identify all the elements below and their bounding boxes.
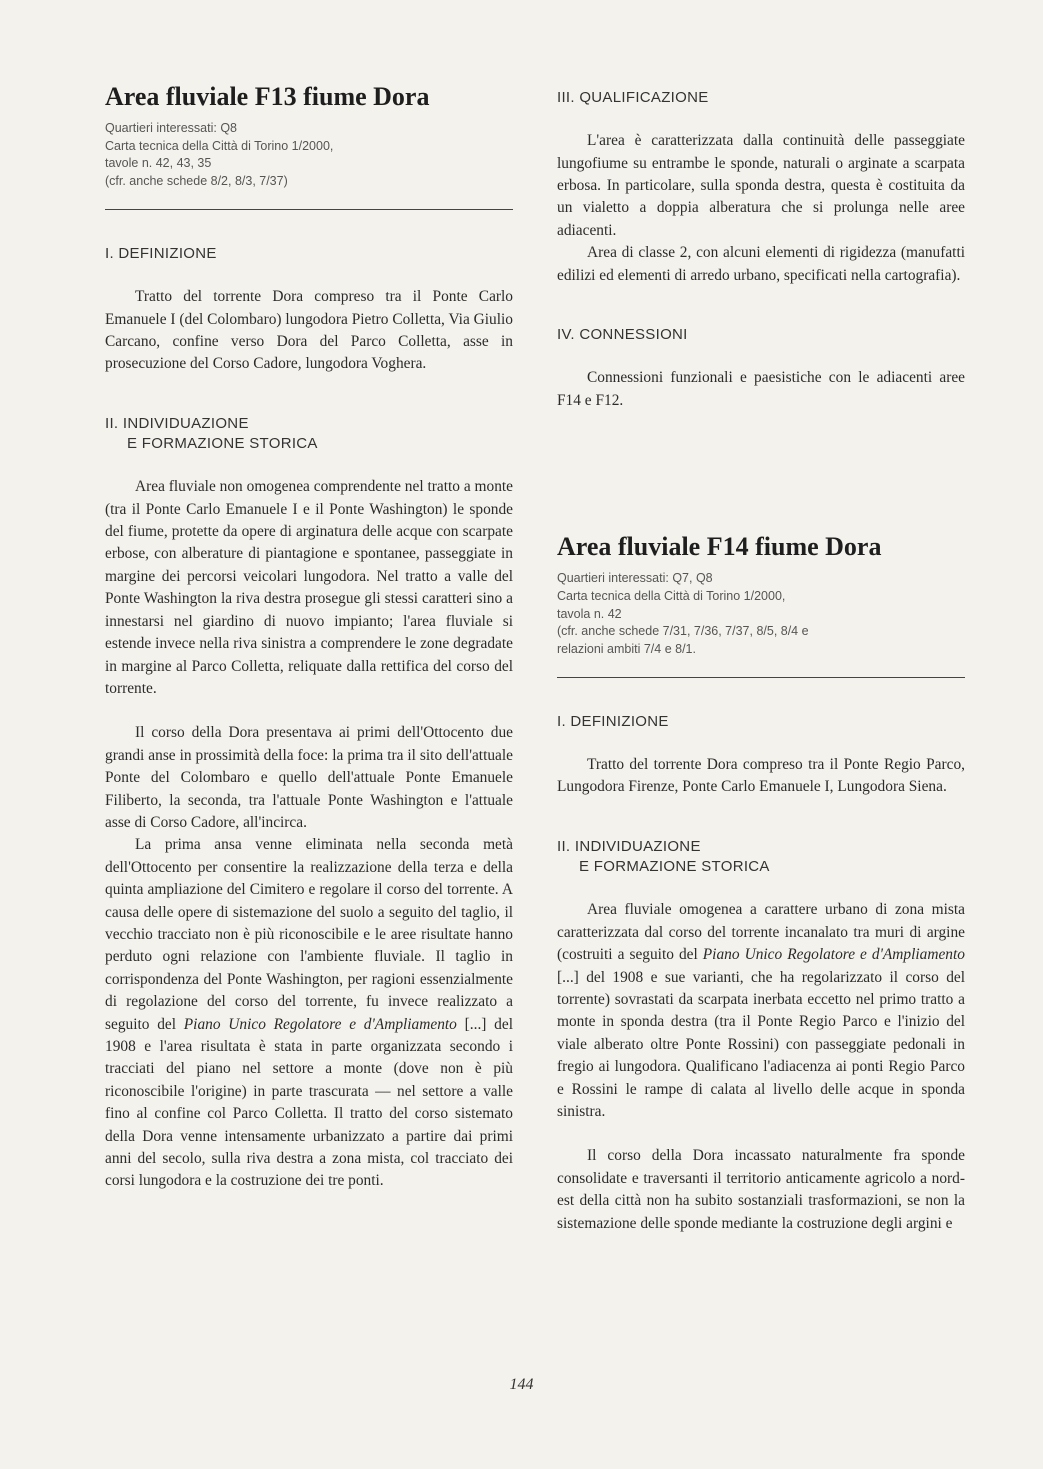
f14-ind-heading-line1: II. INDIVIDUAZIONE [557, 837, 701, 855]
f13-ind-paragraph [105, 834, 513, 1193]
f13-def-heading: I. DEFINIZIONE [105, 244, 217, 262]
f13-ind-paragraph: Area fluviale non omogenea comprendente nel tratto a monte (tra il Ponte Carlo Emanuele I e il Ponte Washington) le sponde del fiume, protette da opere di arginatura delle acque con scarpate erbose, con alberature di piantagione e spontanee, passeggiate in margine dei percorsi veicolari lungodora. Nel tratto a valle del Ponte Washington la riva destra prosegue gli stessi caratteri sino a innestarsi nel giardino di nuovo impianto; l'area fluviale si estende invece nella riva sinistra a comprendere le zone degradate in margine al Parco Colletta, reliquate dalla rettifica del corso del torrente. [105, 478, 513, 697]
f14-def-heading: I. DEFINIZIONE [557, 712, 669, 730]
f14-def-text: Tratto del torrente Dora compreso tra il Ponte Regio Parco, Lungodora Firenze, Ponte Carlo Emanuele I, Lungodora Siena. [557, 756, 965, 796]
f13-ind-heading-line2: E FORMAZIONE STORICA [127, 435, 318, 453]
f14-ind-heading [557, 837, 965, 878]
f13-ind-heading [105, 414, 513, 455]
f13-ind-text: [...] del 1908 e l'area risultata è stata in parte organizzata secondo i tracciati del piano nel settore a monte (dove non è più riconoscibile l'origine) in parte trascurata — nel settore a valle fino al confine col Parco Colletta. Il tratto del corso sistemato della Dora venne intensamente urbanizzato a partire dai primi anni del secolo, sulla riva destra a zona mista, col tracciato dei corsi lungodora e la costruzione dei tre ponti. [105, 1015, 513, 1190]
f13-ind-heading-line1: II. INDIVIDUAZIONE [105, 414, 249, 432]
f13-qual-paragraph: Area di classe 2, con alcuni elementi di rigidezza (manufatti edilizi ed elementi di arredo urbano, specificati nella cartografia). [557, 244, 965, 284]
f13-title: Area fluviale F13 fiume Dora [105, 82, 430, 111]
plan-title-italic: Piano Unico Regolatore e d'Ampliamento [702, 946, 965, 964]
f13-meta-line: Quartieri interessati: Q8 [105, 120, 237, 135]
f13-def-text: Tratto del torrente Dora compreso tra il Ponte Carlo Emanuele I (del Colombaro) lungodora Pietro Colletta, Via Giulio Carcano, confine verso Dora del Parco Colletta, asse in prosecuzione del Corso Cadore, lungodora Voghera. [105, 288, 513, 373]
f14-meta-line: relazioni ambiti 7/4 e 8/1. [557, 642, 696, 657]
f13-conn-text: Connessioni funzionali e paesistiche con le adiacenti aree F14 e F12. [557, 369, 965, 409]
f13-meta [105, 120, 513, 191]
f13-ind-text: La prima ansa venne eliminata nella seconda metà dell'Ottocento per consentire la realizzazione della terza e della quinta ampliazione del Cimitero e regolare il corso del torrente. A causa delle opere di sistemazione del suolo a seguito del taglio, il vecchio tracciato non è più riconoscibile e le aree risultate hanno perduto ogni relazione con l'ambiente fluviale. Il taglio in corrispondenza del Ponte Washington, per ragioni essenzialmente di regolazione del corso del torrente, fu invece realizzato a seguito del [105, 836, 513, 1033]
f13-meta-line: tavole n. 42, 43, 35 [105, 156, 212, 171]
right-column [557, 82, 965, 1235]
f13-meta-line: (cfr. anche schede 8/2, 8/3, 7/37) [105, 174, 288, 189]
f14-meta-line: Carta tecnica della Città di Torino 1/2000, [557, 588, 786, 603]
f13-qual-paragraph: L'area è caratterizzata dalla continuità delle passeggiate lungofiume su entrambe le sponde, naturali o arginate a scarpata erbosa. In particolare, sulla sponda destra, questa è costituita da un vialetto a doppia alberatura che si prolunga nelle aree adiacenti. [557, 132, 965, 239]
left-column [105, 82, 513, 1193]
f14-meta [557, 570, 965, 659]
f14-ind-text: [...] del 1908 e sue varianti, che ha regolarizzato il corso del torrente) sovrastati da scarpata inerbata eccetto nel primo tratto a monte in sponda destra (tra il Ponte Regio Parco e l'inizio del viale alberato oltre Ponte Rossini) con passeggiate pedonali in fregio ai lungodora. Qualificano l'adiacenza ai ponti Regio Parco e Rossini le rampe di calata al livello delle acque in sponda sinistra. [557, 968, 965, 1121]
f14-meta-line: tavola n. 42 [557, 606, 622, 621]
f13-ind-paragraph: Il corso della Dora presentava ai primi dell'Ottocento due grandi anse in prossimità della foce: la prima tra il sito dell'attuale Ponte del Colombaro e quello dell'attuale Ponte Emanuele Filiberto, la seconda, tra l'attuale Ponte Washington e l'attuale asse di Corso Cadore, all'incirca. [105, 724, 513, 831]
f14-meta-line: Quartieri interessati: Q7, Q8 [557, 571, 713, 586]
f13-conn-heading: IV. CONNESSIONI [557, 326, 688, 344]
f13-divider [105, 209, 513, 210]
plan-title-italic: Piano Unico Regolatore e d'Ampliamento [183, 1015, 457, 1033]
f13-meta-line: Carta tecnica della Città di Torino 1/2000, [105, 138, 334, 153]
f14-title: Area fluviale F14 fiume Dora [557, 532, 882, 562]
f14-ind-text: Area fluviale omogenea a carattere urbano di zona mista caratterizzata dal corso del torrente incanalato tra muri di argine (costruiti a seguito del [557, 901, 965, 964]
f14-meta-line: (cfr. anche schede 7/31, 7/36, 7/37, 8/5, 8/4 e [557, 624, 809, 639]
f14-ind-paragraph: Il corso della Dora incassato naturalmente fra sponde consolidate e traversanti il territorio anticamente agricolo a nord-est della città non ha subito sostanziali trasformazioni, se non la sistemazione delle sponde mediante la costruzione degli argini e [557, 1147, 965, 1232]
f14-ind-paragraph [557, 899, 965, 1123]
f13-qual-heading: III. QUALIFICAZIONE [557, 89, 709, 106]
f14-divider [557, 677, 965, 678]
f14-ind-heading-line2: E FORMAZIONE STORICA [579, 858, 770, 876]
page-number: 144 [509, 1376, 534, 1393]
